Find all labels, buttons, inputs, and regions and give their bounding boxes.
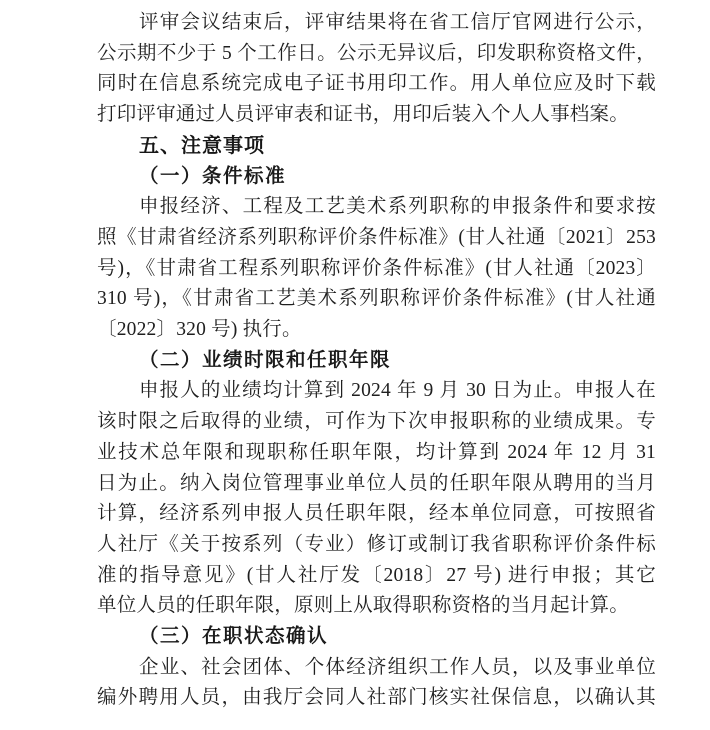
- section-heading: 五、注意事项: [139, 134, 265, 157]
- text-line: 人社厅《关于按系列（专业）修订或制订我省职称评价条件标: [97, 533, 656, 555]
- text-line: 编外聘用人员，由我厅会同人社部门核实社保信息，以确认其: [97, 687, 656, 709]
- sub-heading: （三）在职状态确认: [139, 626, 329, 648]
- text-line: 打印评审通过人员评审表和证书，用印后装入个人人事档案。: [97, 104, 629, 126]
- text-line: 号)，《甘肃省工程系列职称评价条件标准》(甘人社通〔2023〕: [97, 257, 656, 279]
- text-line: 照《甘肃省经济系列职称评价条件标准》(甘人社通〔2021〕253: [97, 226, 656, 248]
- text-line: 公示期不少于 5 个工作日。公示无异议后，印发职称资格文件，: [97, 42, 656, 64]
- text-line: 申报人的业绩均计算到 2024 年 9 月 30 日为止。申报人在: [139, 380, 656, 402]
- text-line: 评审会议结束后，评审结果将在省工信厅官网进行公示，: [139, 12, 656, 33]
- text-line: 业技术总年限和现职称任职年限，均计算到 2024 年 12 月 31: [97, 441, 656, 463]
- text-line: 企业、社会团体、个体经济组织工作人员，以及事业单位: [139, 656, 656, 678]
- text-line: 计算，经济系列申报人员任职年限，经本单位同意，可按照省: [97, 503, 656, 525]
- text-line: 申报经济、工程及工艺美术系列职称的申报条件和要求按: [139, 196, 656, 218]
- text-line: 同时在信息系统完成电子证书用印工作。用人单位应及时下载: [97, 73, 656, 95]
- text-line: 该时限之后取得的业绩，可作为下次申报职称的业绩成果。专: [97, 411, 656, 433]
- text-line: 日为止。纳入岗位管理事业单位人员的任职年限从聘用的当月: [97, 472, 656, 494]
- sub-heading: （二）业绩时限和任职年限: [139, 349, 392, 371]
- text-line: 准的指导意见》(甘人社厅发〔2018〕27 号) 进行申报；其它: [97, 564, 656, 586]
- text-line: 单位人员的任职年限，原则上从取得职称资格的当月起计算。: [97, 595, 629, 617]
- sub-heading: （一）条件标准: [139, 165, 287, 187]
- document-text: [97, 8, 656, 714]
- text-line: 310 号)，《甘肃省工艺美术系列职称评价条件标准》(甘人社通: [97, 288, 656, 310]
- text-line: 〔2022〕320 号) 执行。: [97, 319, 302, 341]
